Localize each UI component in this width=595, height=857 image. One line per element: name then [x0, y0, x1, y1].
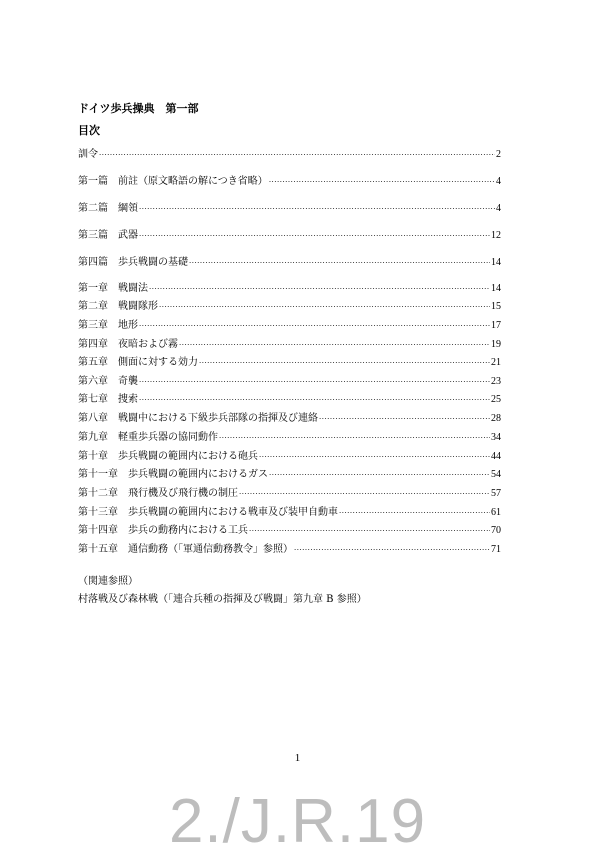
related-text: 村落戦及び森林戦（「連合兵種の指揮及び戦闘」第九章 B 参照） — [78, 594, 367, 605]
toc-leader-dots — [259, 451, 490, 464]
toc-entry-title: 戦闘隊形 — [118, 301, 158, 312]
related-heading: （関連参照） — [78, 576, 138, 587]
toc-entry-title: 歩兵戦闘の範囲内におけるガス — [128, 469, 268, 480]
toc-entry — [78, 300, 501, 314]
toc-entry — [78, 412, 501, 426]
toc-entry-page: 19 — [491, 339, 501, 350]
toc-entry-page: 54 — [491, 469, 501, 480]
toc-leader-dots — [179, 339, 490, 352]
toc-leader-dots — [319, 413, 490, 426]
toc-entry — [78, 356, 501, 370]
toc-entry — [78, 282, 501, 296]
toc-entry-page: 12 — [491, 230, 501, 241]
toc-entry-page: 61 — [491, 507, 501, 518]
toc-entry-number: 第十三章 — [78, 507, 118, 518]
toc-entry-number: 第一章 — [78, 283, 108, 294]
toc-entry-page: 34 — [491, 432, 501, 443]
toc-entry-title: 歩兵戦闘の基礎 — [118, 257, 188, 268]
toc-entry-title: 飛行機及び飛行機の制圧 — [128, 488, 238, 499]
toc-leader-dots — [139, 394, 490, 407]
toc-entry-page: 4 — [496, 203, 501, 214]
toc-entry — [78, 393, 501, 407]
page-number: 1 — [294, 752, 301, 764]
toc-entry-title: 歩兵戦闘の範囲内における戦車及び装甲自動車 — [128, 507, 338, 518]
toc-leader-dots — [99, 149, 495, 162]
toc-entry — [78, 319, 501, 333]
toc-entry-page: 14 — [491, 257, 501, 268]
toc-entry-page: 71 — [491, 544, 501, 555]
toc-entry-page: 4 — [496, 176, 501, 187]
toc-entry-page: 70 — [491, 525, 501, 536]
toc-entry-number: 第十四章 — [78, 525, 118, 536]
toc-entry-page: 2 — [496, 149, 501, 160]
toc-entry — [78, 375, 501, 389]
toc-entry — [78, 229, 501, 243]
toc-leader-dots — [139, 203, 495, 216]
toc-entry — [78, 524, 501, 538]
toc-leader-dots — [269, 469, 490, 482]
toc-leader-dots — [139, 320, 490, 333]
toc-entry-title: 奇襲 — [118, 376, 138, 387]
toc-leader-dots — [199, 357, 490, 370]
toc-entry — [78, 338, 501, 352]
document-subtitle: 目次 — [78, 124, 100, 137]
toc-entry — [78, 543, 501, 557]
toc-entry-page: 21 — [491, 357, 501, 368]
toc-entry-title: 通信動務（「軍通信動務教令」参照） — [128, 544, 293, 555]
toc-entry-page: 14 — [491, 283, 501, 294]
toc-entry-number: 第十二章 — [78, 488, 118, 499]
toc-entry-number: 第十五章 — [78, 544, 118, 555]
toc-leader-dots — [294, 544, 490, 557]
toc-leader-dots — [339, 507, 490, 520]
toc-entry-number: 第四章 — [78, 339, 108, 350]
toc-entry — [78, 487, 501, 501]
toc-entry — [78, 256, 501, 270]
toc-entry-page: 17 — [491, 320, 501, 331]
toc-entry-title: 歩兵の動務内における工兵 — [128, 525, 248, 536]
toc-entry-number: 第十一章 — [78, 469, 118, 480]
toc-entry-page: 44 — [491, 451, 501, 462]
toc-entry — [78, 450, 501, 464]
toc-entry-page: 23 — [491, 376, 501, 387]
toc-entry-number: 第一篇 — [78, 176, 108, 187]
toc-entry-number: 第三章 — [78, 320, 108, 331]
toc-entry — [78, 202, 501, 216]
toc-leader-dots — [219, 432, 490, 445]
toc-entry-title: 側面に対する効力 — [118, 357, 198, 368]
toc-entry-title: 戦闘中における下級歩兵部隊の指揮及び連絡 — [118, 413, 318, 424]
toc-entry-title: 戦闘法 — [118, 283, 148, 294]
toc-entry-title: 軽重歩兵器の協同動作 — [118, 432, 218, 443]
toc-entry-title: 武器 — [118, 230, 138, 241]
toc-leader-dots — [139, 230, 490, 243]
document-title: ドイツ歩兵操典 第一部 — [78, 102, 199, 115]
toc-leader-dots — [149, 283, 490, 296]
archive-stamp: 2./J.R.19 — [168, 787, 427, 856]
toc-entry-title: 歩兵戦闘の範囲内における砲兵 — [118, 451, 258, 462]
toc-entry-title: 夜暗および霧 — [118, 339, 178, 350]
toc-entry-number: 第三篇 — [78, 230, 108, 241]
toc-entry — [78, 431, 501, 445]
toc-entry-page: 25 — [491, 394, 501, 405]
toc-leader-dots — [189, 257, 490, 270]
toc-leader-dots — [139, 376, 490, 389]
toc-entry-number: 第六章 — [78, 376, 108, 387]
toc-entry-number: 第七章 — [78, 394, 108, 405]
toc-entry-title: 地形 — [118, 320, 138, 331]
toc-entry-number: 第二章 — [78, 301, 108, 312]
toc-leader-dots — [249, 525, 490, 538]
toc-entry-title: 訓令 — [78, 149, 98, 160]
toc-leader-dots — [269, 176, 495, 189]
toc-leader-dots — [159, 301, 490, 314]
toc-entry-title: 前註（原文略語の解につき省略） — [118, 176, 268, 187]
toc-entry — [78, 175, 501, 189]
toc-entry-number: 第二篇 — [78, 203, 108, 214]
toc-leader-dots — [239, 488, 490, 501]
toc-entry-page: 15 — [491, 301, 501, 312]
toc-entry-number: 第四篇 — [78, 257, 108, 268]
toc-entry-number: 第八章 — [78, 413, 108, 424]
toc-entry — [78, 506, 501, 520]
toc-entry-title: 綱領 — [118, 203, 138, 214]
toc-entry-page: 57 — [491, 488, 501, 499]
toc-entry-page: 28 — [491, 413, 501, 424]
toc-entry-title: 捜索 — [118, 394, 138, 405]
toc-entry — [78, 468, 501, 482]
toc-entry-number: 第十章 — [78, 451, 108, 462]
toc-entry-number: 第九章 — [78, 432, 108, 443]
toc-entry — [78, 148, 501, 162]
toc-entry-number: 第五章 — [78, 357, 108, 368]
